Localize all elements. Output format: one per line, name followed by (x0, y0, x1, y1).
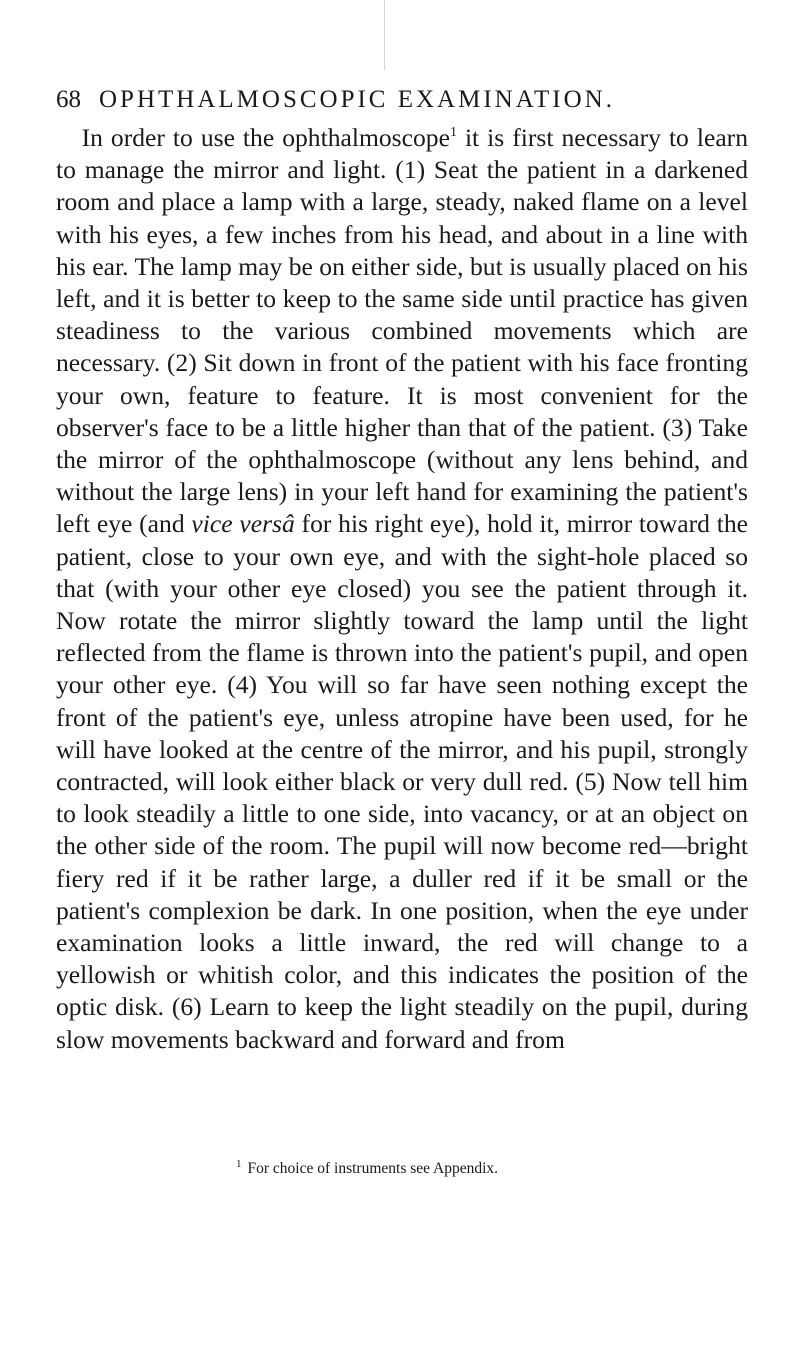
text-run: for his right eye), hold it, mirror toward the patient, close to your own eye, and with the sight-hole placed so that (with your other eye closed) you see the patient through it. Now rotate the mirror slightly toward the lamp until the light reflected from the flame is thrown into the patient's pupil, and open your other eye. (4) You will so far have seen nothing except the front of the patient's eye, unless atropine have been used, for he will have looked at the centre of the mirror, and his pupil, strongly contracted, will look either black or very dull red. (5) Now tell him to look steadily a little to one side, into vacancy, or at an object on the other side of the room. The pupil will now become red—bright fiery red if it be rather large, a duller red if it be small or the patient's complexion be dark. In one position, when the eye under examination looks a little inward, the red will change to a yellowish or whitish color, and this indicates the position of the optic disk. (6) Learn to keep the light steadily on the pupil, during slow movements backward and forward and from (56, 509, 748, 1054)
page-number: 68 (56, 86, 81, 113)
footnote-reference: 1 (449, 125, 457, 140)
gutter-line (384, 0, 385, 70)
footnote-text: For choice of instruments see Appendix. (247, 1160, 499, 1177)
running-title: OPHTHALMOSCOPIC EXAMINATION. (99, 86, 615, 113)
italic-phrase: vice versâ (191, 509, 295, 539)
text-run: it is first necessary to learn to manage the mirror and light. (1) Seat the patient in a darkened room and place a lamp with a large, steady, naked flame on a level with his eyes, a few inches from his head, and about in a line with his ear. The lamp may be on either side, but is usually placed on his left, and it is better to keep to the same side until practice has given steadiness to the various combined movements which are necessary. (2) Sit down in front of the patient with his face fronting your own, feature to feature. It is most convenient for the observer's face to be a little higher than that of the patient. (3) Take the mirror of the ophthalmoscope (without any lens behind, and without the large lens) in your left hand for examining the patient's left eye (and (56, 123, 748, 539)
paragraph (56, 122, 748, 1056)
footnote-mark: 1 (236, 1158, 242, 1170)
running-header (56, 86, 756, 114)
text-run: In order to use the ophthalmoscope (81, 123, 450, 152)
footnote (236, 1158, 498, 1178)
body-text (56, 122, 748, 1056)
